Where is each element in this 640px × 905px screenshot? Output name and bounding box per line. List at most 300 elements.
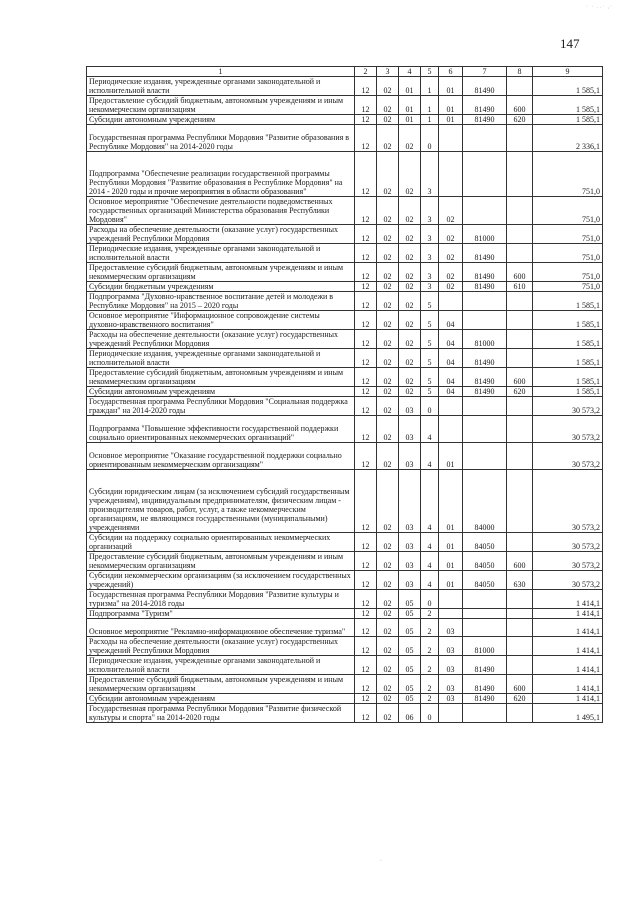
row-code-cell: 3 <box>421 244 439 263</box>
row-code-cell: 02 <box>377 397 399 416</box>
row-code-cell: 12 <box>355 470 377 533</box>
row-code-cell <box>507 619 533 637</box>
row-code-cell: 4 <box>421 470 439 533</box>
row-code-cell: 2 <box>421 694 439 704</box>
row-amount-cell: 751,0 <box>533 282 603 292</box>
row-amount-cell: 1 414,1 <box>533 656 603 675</box>
row-code-cell: 02 <box>399 292 421 311</box>
row-code-cell: 81000 <box>463 330 507 349</box>
row-code-cell: 04 <box>439 387 463 397</box>
column-header-3: 3 <box>377 67 399 77</box>
row-code-cell: 600 <box>507 675 533 694</box>
row-code-cell: 03 <box>399 443 421 470</box>
table-row <box>87 115 603 125</box>
row-code-cell <box>507 349 533 368</box>
row-amount-cell: 1 585,1 <box>533 349 603 368</box>
row-amount-cell: 751,0 <box>533 263 603 282</box>
row-name-cell: Подпрограмма "Духовно-нравственное воспитание детей и молодежи в Республике Мордовия" на 2015 – 2020 годы <box>87 292 355 311</box>
row-code-cell: 02 <box>377 416 399 443</box>
table-row <box>87 292 603 311</box>
row-code-cell: 03 <box>399 470 421 533</box>
table-row <box>87 349 603 368</box>
row-code-cell: 0 <box>421 397 439 416</box>
row-code-cell <box>463 704 507 723</box>
table-row <box>87 590 603 609</box>
row-code-cell: 12 <box>355 115 377 125</box>
footer-mark: · <box>380 858 382 864</box>
column-header-8: 8 <box>507 67 533 77</box>
row-code-cell: 02 <box>399 311 421 330</box>
row-code-cell: 2 <box>421 619 439 637</box>
table-row <box>87 609 603 619</box>
row-code-cell: 02 <box>377 609 399 619</box>
row-code-cell: 12 <box>355 225 377 244</box>
column-header-2: 2 <box>355 67 377 77</box>
row-code-cell: 02 <box>399 225 421 244</box>
row-amount-cell: 1 585,1 <box>533 115 603 125</box>
row-code-cell: 05 <box>399 619 421 637</box>
row-code-cell: 12 <box>355 263 377 282</box>
row-code-cell: 600 <box>507 263 533 282</box>
row-code-cell <box>507 77 533 96</box>
row-code-cell <box>463 152 507 197</box>
row-code-cell: 12 <box>355 368 377 387</box>
row-code-cell: 620 <box>507 694 533 704</box>
row-code-cell <box>507 443 533 470</box>
row-code-cell <box>463 416 507 443</box>
row-code-cell: 4 <box>421 533 439 552</box>
row-code-cell: 05 <box>399 694 421 704</box>
row-code-cell: 600 <box>507 96 533 115</box>
row-name-cell: Субсидии автономным учреждениям <box>87 387 355 397</box>
row-code-cell: 03 <box>439 637 463 656</box>
row-code-cell: 02 <box>399 152 421 197</box>
row-code-cell: 12 <box>355 656 377 675</box>
table-row <box>87 244 603 263</box>
row-amount-cell: 1 414,1 <box>533 590 603 609</box>
row-code-cell: 81490 <box>463 244 507 263</box>
row-code-cell: 05 <box>399 637 421 656</box>
row-code-cell <box>439 704 463 723</box>
row-code-cell: 12 <box>355 675 377 694</box>
row-code-cell: 02 <box>377 77 399 96</box>
table-row <box>87 416 603 443</box>
row-code-cell: 12 <box>355 96 377 115</box>
row-code-cell: 620 <box>507 387 533 397</box>
table-row <box>87 397 603 416</box>
row-code-cell <box>507 244 533 263</box>
table-row <box>87 311 603 330</box>
row-code-cell: 03 <box>399 397 421 416</box>
row-code-cell: 05 <box>399 656 421 675</box>
row-name-cell: Предоставление субсидий бюджетным, автономным учреждениям и иным некоммерческим организациям <box>87 96 355 115</box>
column-header-4: 4 <box>399 67 421 77</box>
row-code-cell: 02 <box>399 387 421 397</box>
row-code-cell <box>463 397 507 416</box>
row-amount-cell: 2 336,1 <box>533 125 603 152</box>
table-row <box>87 96 603 115</box>
row-code-cell: 01 <box>439 115 463 125</box>
row-name-cell: Государственная программа Республики Мордовия "Развитие образования в Республике Мордовия" на 2014-2020 годы <box>87 125 355 152</box>
row-name-cell: Подпрограмма "Повышение эффективности государственной поддержки социально ориентированных некоммерческих организаций" <box>87 416 355 443</box>
row-name-cell: Предоставление субсидий бюджетным, автономным учреждениям и иным некоммерческим организациям <box>87 368 355 387</box>
row-name-cell: Расходы на обеспечение деятельности (оказание услуг) государственных учреждений Республики Мордовия <box>87 330 355 349</box>
row-code-cell: 81490 <box>463 368 507 387</box>
row-code-cell: 03 <box>399 571 421 590</box>
row-code-cell: 5 <box>421 292 439 311</box>
row-code-cell: 610 <box>507 282 533 292</box>
row-code-cell: 02 <box>439 197 463 225</box>
row-code-cell <box>463 590 507 609</box>
row-code-cell <box>507 330 533 349</box>
row-code-cell <box>463 619 507 637</box>
row-code-cell: 620 <box>507 115 533 125</box>
table-row <box>87 225 603 244</box>
row-name-cell: Подпрограмма "Обеспечение реализации государственной программы Республики Мордовия "Развитие образования в Республике Мордовия" на 2014 - 2020 годы и прочие мероприятия в области образования" <box>87 152 355 197</box>
row-code-cell: 02 <box>377 590 399 609</box>
row-name-cell: Субсидии автономным учреждениям <box>87 115 355 125</box>
row-name-cell: Периодические издания, учрежденные органами законодательной и исполнительной власти <box>87 77 355 96</box>
table-row <box>87 263 603 282</box>
row-amount-cell: 30 573,2 <box>533 397 603 416</box>
row-amount-cell: 30 573,2 <box>533 470 603 533</box>
row-code-cell: 84000 <box>463 470 507 533</box>
row-amount-cell: 1 414,1 <box>533 637 603 656</box>
row-name-cell: Субсидии некоммерческим организациям (за исключением государственных учреждений) <box>87 571 355 590</box>
column-header-1: 1 <box>87 67 355 77</box>
row-code-cell: 02 <box>439 263 463 282</box>
row-code-cell: 0 <box>421 590 439 609</box>
row-code-cell <box>463 443 507 470</box>
row-amount-cell: 1 585,1 <box>533 77 603 96</box>
page-number: 147 <box>560 36 580 51</box>
row-code-cell: 02 <box>377 263 399 282</box>
row-code-cell: 02 <box>377 282 399 292</box>
table-row <box>87 152 603 197</box>
row-code-cell: 05 <box>399 675 421 694</box>
row-name-cell: Периодические издания, учрежденные органами законодательной и исполнительной власти <box>87 656 355 675</box>
row-code-cell: 01 <box>439 571 463 590</box>
row-code-cell: 600 <box>507 552 533 571</box>
table-row <box>87 368 603 387</box>
row-code-cell: 01 <box>399 115 421 125</box>
table-header-row <box>87 67 603 77</box>
row-code-cell <box>507 590 533 609</box>
column-header-9: 9 <box>533 67 603 77</box>
row-code-cell: 4 <box>421 416 439 443</box>
row-code-cell: 12 <box>355 197 377 225</box>
row-code-cell <box>463 311 507 330</box>
row-code-cell: 81490 <box>463 349 507 368</box>
row-code-cell <box>507 292 533 311</box>
row-code-cell <box>507 470 533 533</box>
row-amount-cell: 1 414,1 <box>533 619 603 637</box>
row-name-cell: Государственная программа Республики Мордовия "Социальная поддержка граждан" на 2014-2020 годы <box>87 397 355 416</box>
row-amount-cell: 1 585,1 <box>533 96 603 115</box>
row-code-cell <box>507 656 533 675</box>
row-code-cell <box>507 533 533 552</box>
row-code-cell: 81490 <box>463 263 507 282</box>
table-row <box>87 533 603 552</box>
row-code-cell: 12 <box>355 282 377 292</box>
row-name-cell: Подпрограмма "Туризм" <box>87 609 355 619</box>
table-row <box>87 637 603 656</box>
row-code-cell: 02 <box>377 571 399 590</box>
row-code-cell: 02 <box>377 443 399 470</box>
row-code-cell: 02 <box>377 115 399 125</box>
row-code-cell: 84050 <box>463 571 507 590</box>
row-amount-cell: 30 573,2 <box>533 443 603 470</box>
row-code-cell: 02 <box>377 244 399 263</box>
table-row <box>87 656 603 675</box>
row-code-cell: 12 <box>355 349 377 368</box>
row-amount-cell: 1 585,1 <box>533 292 603 311</box>
table-row <box>87 619 603 637</box>
row-code-cell: 03 <box>439 694 463 704</box>
row-code-cell: 12 <box>355 694 377 704</box>
table-row <box>87 470 603 533</box>
row-code-cell <box>463 609 507 619</box>
row-code-cell: 02 <box>377 330 399 349</box>
table-row <box>87 125 603 152</box>
row-code-cell: 81000 <box>463 225 507 244</box>
row-code-cell: 3 <box>421 282 439 292</box>
row-code-cell: 02 <box>377 311 399 330</box>
row-code-cell: 02 <box>377 368 399 387</box>
row-code-cell: 02 <box>377 656 399 675</box>
row-name-cell: Периодические издания, учрежденные органами законодательной и исполнительной власти <box>87 244 355 263</box>
table-row <box>87 694 603 704</box>
row-code-cell: 06 <box>399 704 421 723</box>
row-code-cell: 81490 <box>463 115 507 125</box>
column-header-5: 5 <box>421 67 439 77</box>
row-name-cell: Субсидии на поддержку социально ориентированных некоммерческих организаций <box>87 533 355 552</box>
row-code-cell: 81000 <box>463 637 507 656</box>
row-code-cell <box>463 197 507 225</box>
row-amount-cell: 751,0 <box>533 244 603 263</box>
row-code-cell: 02 <box>377 675 399 694</box>
row-code-cell: 02 <box>377 197 399 225</box>
row-code-cell <box>507 311 533 330</box>
table-row <box>87 387 603 397</box>
table-row <box>87 77 603 96</box>
row-code-cell: 5 <box>421 368 439 387</box>
row-code-cell <box>439 292 463 311</box>
row-code-cell: 12 <box>355 443 377 470</box>
row-code-cell <box>507 197 533 225</box>
row-code-cell: 5 <box>421 330 439 349</box>
row-code-cell <box>439 125 463 152</box>
corner-scan-mark: · · ..· ,· <box>586 4 613 10</box>
row-code-cell: 2 <box>421 675 439 694</box>
row-code-cell: 12 <box>355 330 377 349</box>
table-body <box>87 77 603 723</box>
row-code-cell: 01 <box>439 77 463 96</box>
row-code-cell: 84050 <box>463 552 507 571</box>
row-code-cell: 02 <box>377 96 399 115</box>
row-name-cell: Государственная программа Республики Мордовия "Развитие культуры и туризма" на 2014-2018 годы <box>87 590 355 609</box>
row-code-cell: 1 <box>421 77 439 96</box>
row-name-cell: Субсидии бюджетным учреждениям <box>87 282 355 292</box>
row-code-cell: 02 <box>399 244 421 263</box>
row-amount-cell: 1 414,1 <box>533 675 603 694</box>
row-code-cell: 12 <box>355 397 377 416</box>
row-code-cell: 02 <box>377 387 399 397</box>
row-code-cell: 12 <box>355 387 377 397</box>
row-code-cell: 81490 <box>463 387 507 397</box>
row-code-cell <box>507 609 533 619</box>
row-code-cell: 12 <box>355 571 377 590</box>
row-amount-cell: 30 573,2 <box>533 416 603 443</box>
row-amount-cell: 1 585,1 <box>533 311 603 330</box>
row-code-cell: 81490 <box>463 694 507 704</box>
row-amount-cell: 30 573,2 <box>533 571 603 590</box>
table-row <box>87 571 603 590</box>
row-code-cell: 01 <box>439 552 463 571</box>
row-code-cell: 12 <box>355 704 377 723</box>
row-code-cell: 03 <box>399 416 421 443</box>
row-code-cell: 01 <box>439 96 463 115</box>
row-code-cell: 02 <box>377 349 399 368</box>
row-code-cell: 84050 <box>463 533 507 552</box>
row-code-cell: 02 <box>439 244 463 263</box>
row-code-cell: 01 <box>439 533 463 552</box>
row-code-cell: 630 <box>507 571 533 590</box>
row-code-cell: 12 <box>355 416 377 443</box>
table-row <box>87 282 603 292</box>
row-code-cell: 12 <box>355 244 377 263</box>
row-code-cell: 81490 <box>463 77 507 96</box>
row-code-cell: 12 <box>355 590 377 609</box>
row-code-cell: 4 <box>421 552 439 571</box>
row-code-cell: 2 <box>421 609 439 619</box>
row-code-cell <box>507 152 533 197</box>
row-name-cell: Основное мероприятие "Рекламно-информационное обеспечение туризма" <box>87 619 355 637</box>
row-name-cell: Основное мероприятие "Информационное сопровождение системы духовно-нравственного воспитания" <box>87 311 355 330</box>
row-name-cell: Предоставление субсидий бюджетным, автономным учреждениям и иным некоммерческим организациям <box>87 263 355 282</box>
row-code-cell: 4 <box>421 571 439 590</box>
row-code-cell: 05 <box>399 609 421 619</box>
budget-table <box>86 66 603 723</box>
row-code-cell: 1 <box>421 115 439 125</box>
row-name-cell: Субсидии юридическим лицам (за исключением субсидий государственным учреждениям), индивидуальным предпринимателям, физическим лицам - производителям товаров, работ, услуг, а также некоммерческим организациям, не являющимся государственными (муниципальными) учреждениями <box>87 470 355 533</box>
row-code-cell: 12 <box>355 552 377 571</box>
row-code-cell: 02 <box>399 368 421 387</box>
row-code-cell: 12 <box>355 637 377 656</box>
row-code-cell: 4 <box>421 443 439 470</box>
row-code-cell: 0 <box>421 704 439 723</box>
row-name-cell: Предоставление субсидий бюджетным, автономным учреждениям и иным некоммерческим организациям <box>87 552 355 571</box>
row-amount-cell: 30 573,2 <box>533 552 603 571</box>
row-amount-cell: 30 573,2 <box>533 533 603 552</box>
row-code-cell: 2 <box>421 637 439 656</box>
row-code-cell: 2 <box>421 656 439 675</box>
row-amount-cell: 751,0 <box>533 197 603 225</box>
row-code-cell: 02 <box>399 125 421 152</box>
row-code-cell: 05 <box>399 590 421 609</box>
table-row <box>87 552 603 571</box>
row-amount-cell: 1 414,1 <box>533 694 603 704</box>
row-amount-cell: 751,0 <box>533 152 603 197</box>
row-code-cell: 5 <box>421 349 439 368</box>
table-row <box>87 704 603 723</box>
row-code-cell: 3 <box>421 197 439 225</box>
row-name-cell: Субсидии автономным учреждениям <box>87 694 355 704</box>
row-name-cell: Расходы на обеспечение деятельности (оказание услуг) государственных учреждений Республики Мордовия <box>87 225 355 244</box>
row-code-cell: 03 <box>399 552 421 571</box>
row-code-cell: 02 <box>439 282 463 292</box>
row-code-cell <box>507 416 533 443</box>
row-code-cell: 3 <box>421 225 439 244</box>
row-code-cell: 03 <box>439 656 463 675</box>
row-code-cell: 3 <box>421 263 439 282</box>
row-code-cell: 12 <box>355 152 377 197</box>
row-code-cell: 02 <box>377 552 399 571</box>
row-code-cell: 12 <box>355 292 377 311</box>
row-code-cell: 12 <box>355 125 377 152</box>
row-amount-cell: 1 495,1 <box>533 704 603 723</box>
row-code-cell: 02 <box>399 349 421 368</box>
row-code-cell: 04 <box>439 368 463 387</box>
row-code-cell: 03 <box>439 619 463 637</box>
row-code-cell: 5 <box>421 387 439 397</box>
row-code-cell: 01 <box>399 77 421 96</box>
row-code-cell: 02 <box>377 152 399 197</box>
row-name-cell: Предоставление субсидий бюджетным, автономным учреждениям и иным некоммерческим организациям <box>87 675 355 694</box>
column-header-7: 7 <box>463 67 507 77</box>
row-code-cell <box>463 292 507 311</box>
row-code-cell: 02 <box>399 282 421 292</box>
row-code-cell <box>507 704 533 723</box>
row-code-cell <box>507 125 533 152</box>
row-code-cell: 02 <box>377 704 399 723</box>
column-header-6: 6 <box>439 67 463 77</box>
row-code-cell <box>507 637 533 656</box>
row-code-cell: 01 <box>439 470 463 533</box>
row-code-cell: 5 <box>421 311 439 330</box>
row-code-cell: 81490 <box>463 282 507 292</box>
table-row <box>87 443 603 470</box>
row-name-cell: Расходы на обеспечение деятельности (оказание услуг) государственных учреждений Республики Мордовия <box>87 637 355 656</box>
row-code-cell: 01 <box>439 443 463 470</box>
row-code-cell: 03 <box>399 533 421 552</box>
row-code-cell <box>439 416 463 443</box>
table-row <box>87 330 603 349</box>
row-code-cell <box>463 125 507 152</box>
row-code-cell: 12 <box>355 533 377 552</box>
row-code-cell: 02 <box>399 263 421 282</box>
row-code-cell: 04 <box>439 311 463 330</box>
row-code-cell: 02 <box>399 197 421 225</box>
row-code-cell <box>439 152 463 197</box>
row-amount-cell: 1 585,1 <box>533 368 603 387</box>
row-code-cell: 02 <box>377 470 399 533</box>
row-code-cell: 02 <box>399 330 421 349</box>
row-code-cell <box>439 590 463 609</box>
row-code-cell: 12 <box>355 77 377 96</box>
row-code-cell: 04 <box>439 349 463 368</box>
row-name-cell: Государственная программа Республики Мордовия "Развитие физической культуры и спорта" на 2014-2020 годы <box>87 704 355 723</box>
row-code-cell: 02 <box>377 292 399 311</box>
row-code-cell <box>507 397 533 416</box>
row-code-cell <box>507 225 533 244</box>
table-row <box>87 197 603 225</box>
row-name-cell: Основное мероприятие "Обеспечение деятельности подведомственных государственных организаций Министерства образования Республики Мордовия" <box>87 197 355 225</box>
row-code-cell: 02 <box>377 533 399 552</box>
row-code-cell <box>439 609 463 619</box>
row-code-cell <box>439 397 463 416</box>
row-name-cell: Периодические издания, учрежденные органами законодательной и исполнительной власти <box>87 349 355 368</box>
